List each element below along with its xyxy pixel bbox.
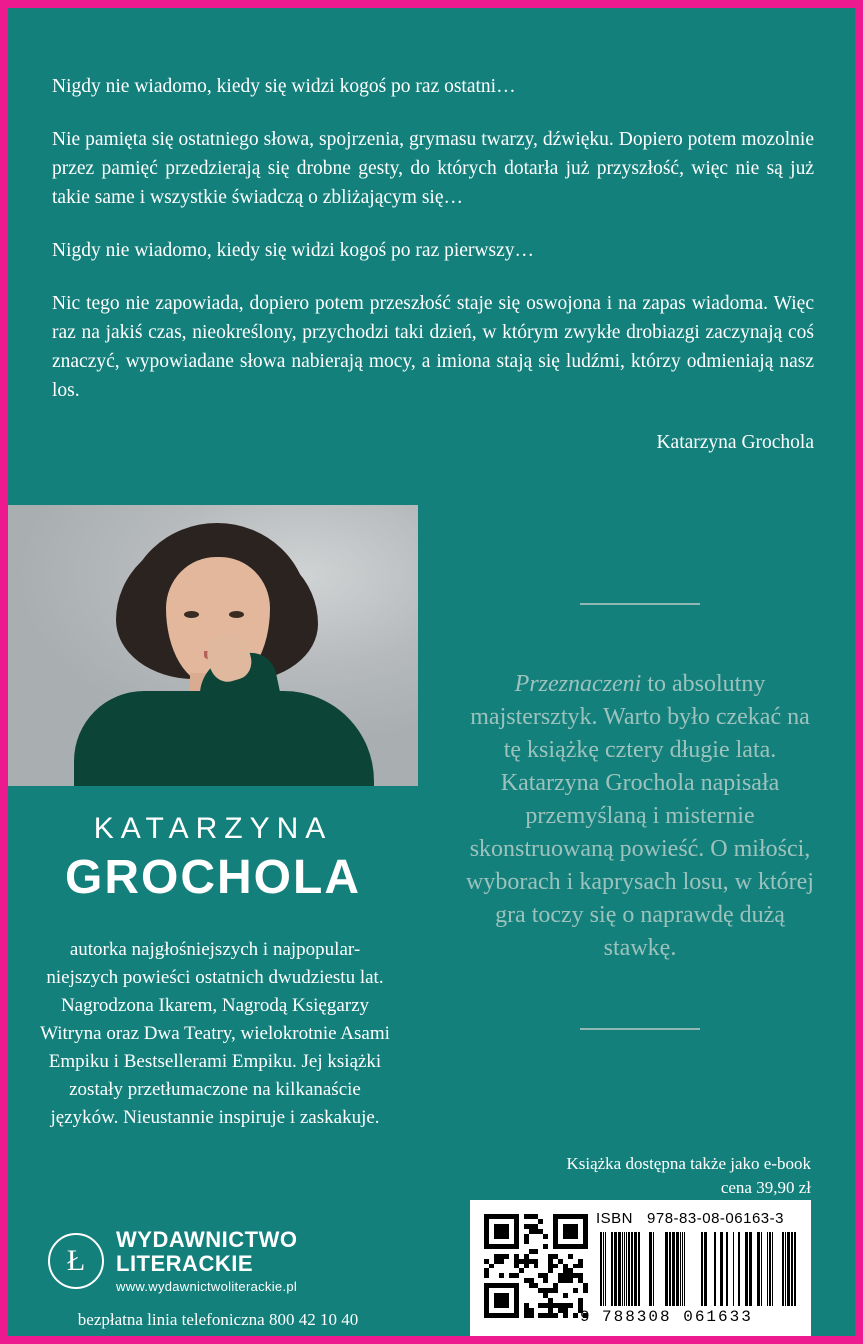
quote-block <box>52 72 814 415</box>
author-first-name: KATARZYNA <box>93 812 333 845</box>
quote-paragraph-1: Nigdy nie wiadomo, kiedy się widzi kogoś po raz ostatni… <box>52 76 516 97</box>
review-book-title: Przeznaczeni <box>514 671 642 697</box>
publisher-logo-icon <box>48 1233 104 1289</box>
quote-paragraph-3: Nigdy nie wiadomo, kiedy się widzi kogoś po raz pierwszy… <box>52 240 534 261</box>
quote-attribution: Katarzyna Grochola <box>656 432 814 453</box>
ean-number: 788308 061633 <box>602 1308 753 1326</box>
author-last-name: GROCHOLA <box>65 851 361 904</box>
ebook-note: Książka dostępna także jako e-book <box>566 1154 811 1173</box>
publisher-phone: bezpłatna linia telefoniczna 800 42 10 40 <box>77 1310 359 1330</box>
barcode-panel <box>470 1200 811 1336</box>
price-label: cena 39,90 zł <box>720 1178 811 1197</box>
ean-lead-digit: 9 <box>580 1308 592 1326</box>
author-name <box>8 812 418 905</box>
isbn-text <box>596 1210 784 1227</box>
publisher-logo-glyph: Ł <box>66 1244 86 1278</box>
ean-barcode <box>596 1232 798 1306</box>
author-photo <box>8 505 418 786</box>
publisher-url[interactable]: www.wydawnictwoliterackie.pl <box>116 1279 298 1295</box>
publisher-row <box>48 1228 388 1294</box>
publisher-text <box>116 1228 388 1294</box>
quote-paragraph-2: Nie pamięta się ostatniego słowa, spojrzenia, grymasu twarzy, dźwięku. Dopiero potem mozolnie przez pamięć przedzierają się drobne gesty, do których dotarła już przyszłość, więc nie są już takie same i wszystkie świadczą o zbliżającym się… <box>52 129 814 208</box>
review-divider-bottom <box>580 1028 700 1030</box>
review-divider-top <box>580 603 700 605</box>
publisher-block <box>48 1228 388 1330</box>
review-body: to absolutny majstersztyk. Warto było czekać na tę książkę cztery długie lata. Katarzyna Grochola napisała przemyślaną i misternie skonstruowaną powieść. O miłości, wyborach i kaprysach losu, w której gra toczy się o naprawdę dużą stawkę. <box>466 671 814 961</box>
isbn-number: 978-83-08-06163-3 <box>647 1210 784 1227</box>
isbn-label: ISBN <box>596 1210 634 1227</box>
author-bio: autorka najgłośniejszych i najpopular-niejszych powieści ostatnich dwudziestu lat. Nagrodzona Ikarem, Nagrodą Księgarzy Witryna oraz Dwa Teatry, wielokrotnie Asami Empiku i Bestsellerami Empiku. Jej książki zostały przetłumaczone na kilkanaście języków. Nieustannie inspiruje i zaskakuje. <box>40 939 390 1128</box>
review-quote <box>466 668 814 965</box>
publisher-name: WYDAWNICTWO LITERACKIE <box>116 1227 298 1277</box>
commerce-info <box>466 1152 811 1200</box>
quote-paragraph-4: Nic tego nie zapowiada, dopiero potem przeszłość staje się oswojona i na zapas wiadoma. Więc raz na jakiś czas, nieokreślony, przychodzi taki dzień, w którym zwykłe drobiazgi zaczynają coś znaczyć, wypowiadane słowa nabierają mocy, a imiona stają się ludźmi, którzy odmieniają nasz los. <box>52 293 814 401</box>
qr-code-icon[interactable] <box>484 1214 588 1318</box>
